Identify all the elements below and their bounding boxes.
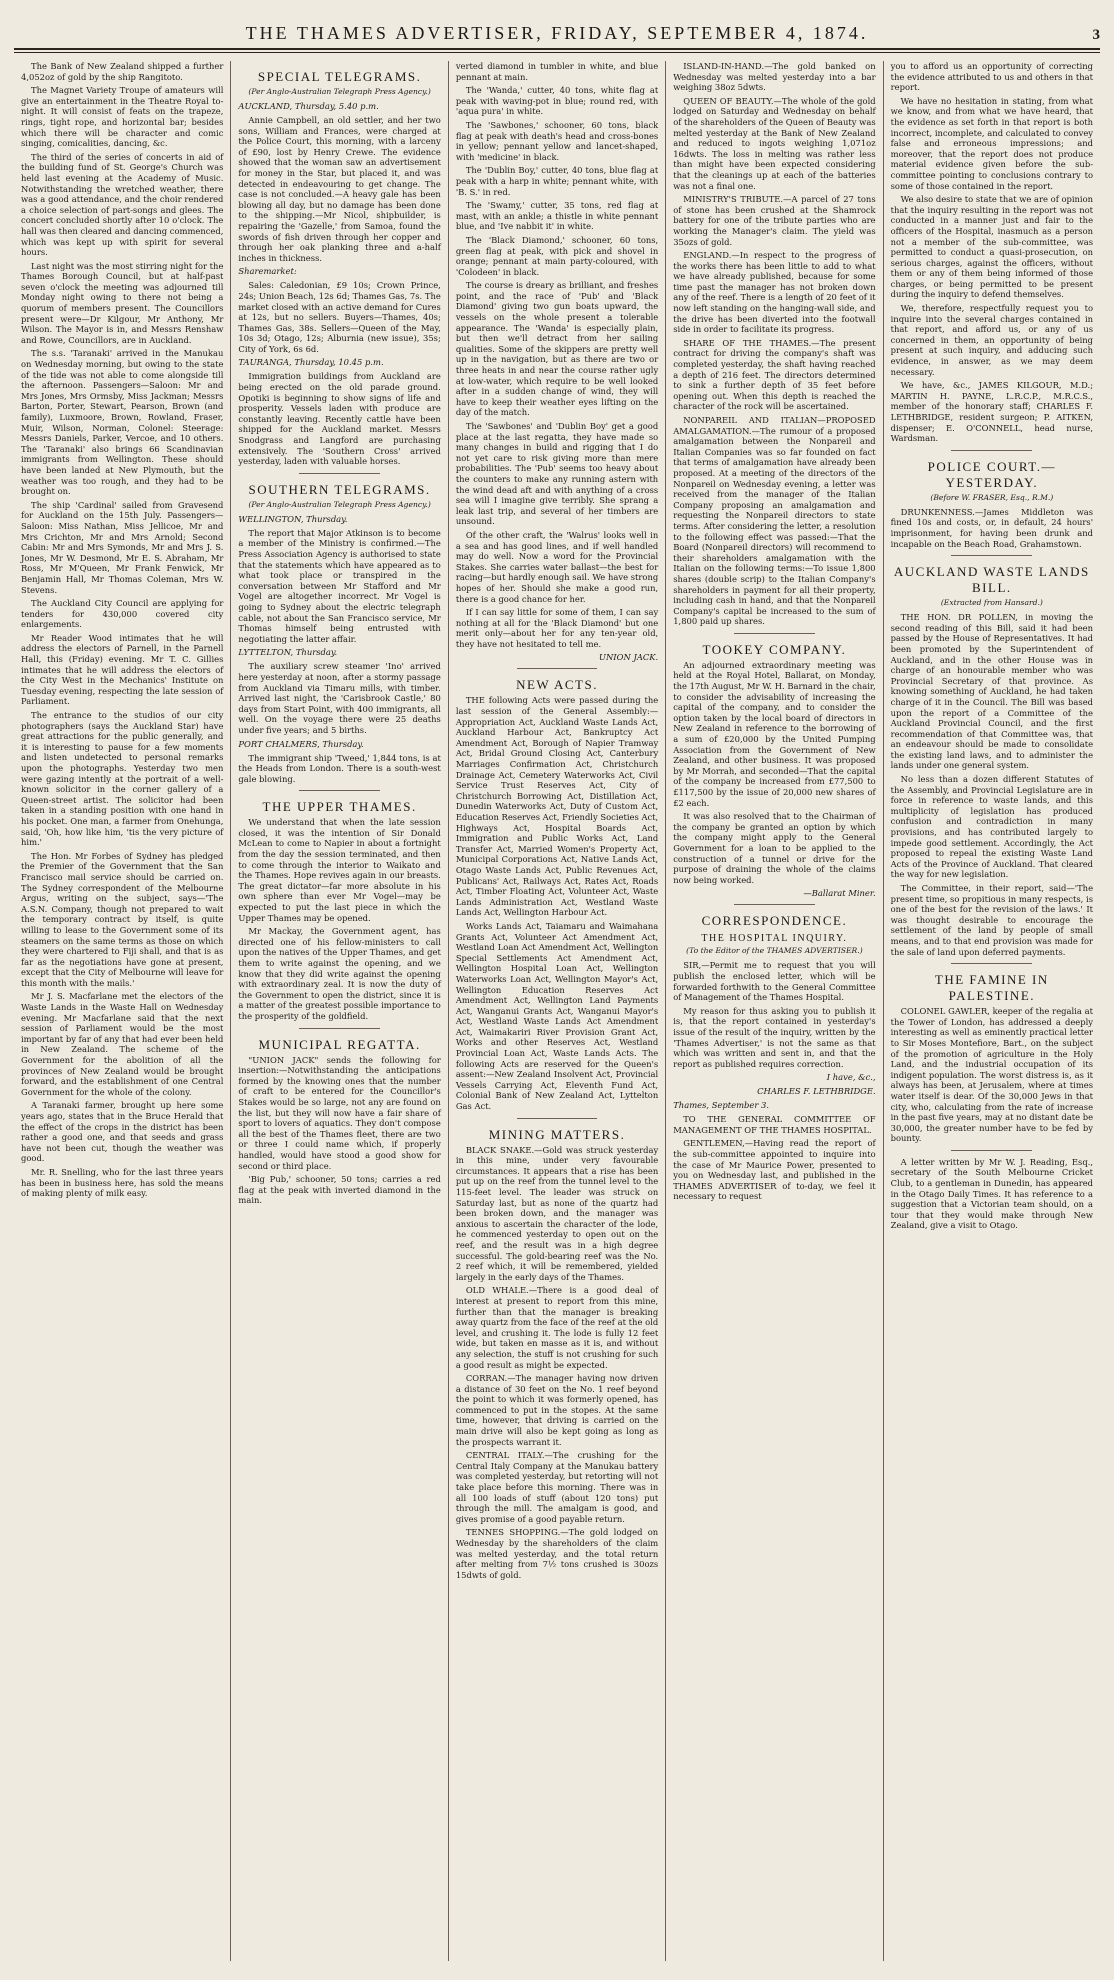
paragraph: GENTLEMEN,—Having read the report of the sub-committee appointed to inquire into the case of Mr Maurice Power, presented to you on Wednesday last, and published in the THAMES ADVERTISER of to-day, we feel it necessary to request xyxy=(673,1138,876,1202)
column-5 xyxy=(884,61,1100,1961)
paragraph: COLONEL GAWLER, keeper of the regalia at the Tower of London, has addressed a deeply interesting as well as eminently practical letter to Sir Moses Montefiore, Bart., on the subject of the promotion of agriculture in the Holy Land, and the industrial occupation of its indigent population. The worst distress is, as it always has been, at Jerusalem, where at times water itself is dear. Of the 30,000 Jews in that city, who, calculating from the rate of increase in the past five years, may at no distant date be 30,000, the greater number have to be fed by bounty. xyxy=(890,1006,1094,1144)
section-heading: THE FAMINE IN PALESTINE. xyxy=(934,972,1049,1004)
paragraph: The auxiliary screw steamer 'Ino' arrived here yesterday at noon, after a stormy passage from Auckland via Timaru mills, with timber. Arrived last night, the 'Carisbrook Castle,' 80 days from Start Point, with 400 immigrants, all well. On the voyage there were 25 deaths under five years; and 5 births. xyxy=(238,661,441,735)
section-heading: TOOKEY COMPANY. xyxy=(702,641,847,657)
newspaper-title: THE THAMES ADVERTISER, FRIDAY, SEPTEMBER 4, 1874. xyxy=(245,23,869,43)
section-heading: THE HOSPITAL INQUIRY. xyxy=(701,933,848,945)
paragraph: Last night was the most stirring night for the Thames Borough Council, but at half-past seven o'clock the meeting was adjourned till Monday night owing to there not being a quorum of members present. The Councillors present were—Dr Kilgour, Mr Anthony, Mr Wilson. The Mayor is in, and Messrs Renshaw and Rowe, Councillors, are in Auckland. xyxy=(21,260,224,345)
paragraph: QUEEN OF BEAUTY.—The whole of the gold lodged on Saturday and Wednesday on behalf of the shareholders of the Queen of Beauty was melted yesterday at the Bank of New Zealand and reduced to ingots weighing 1,071oz 16dwts. The loss in melting was rather less than might have been expected considering that the cleanings up at each of the batteries was not a final one. xyxy=(673,95,876,191)
signature: CHARLES F. LETHBRIDGE. xyxy=(757,1086,876,1097)
paragraph: SIR,—Permit me to request that you will publish the enclosed letter, which will be forwarded forthwith to the General Committee of Management of the Thames Hospital. xyxy=(673,960,876,1003)
paragraph: verted diamond in tumbler in white, and blue pennant at main. xyxy=(455,61,659,82)
section-heading: NEW ACTS. xyxy=(516,677,598,693)
paragraph: Mr. R. Snelling, who for the last three years has been in business here, has sold the means of making plenty of milk easy. xyxy=(21,1166,224,1199)
divider xyxy=(951,1150,1032,1151)
paragraph: NONPAREIL AND ITALIAN—PROPOSED AMALGAMATION.—The rumour of a proposed amalgamation between the Nonpareil and Italian Companies was so far founded on fact that terms of amalgamation have already been proposed. At a meeting of the directors of the Nonpareil on Wednesday evening, a letter was received from the manager of the Italian Company proposing an amalgamation and requesting the Nonpareil directors to state terms. After considering the letter, a resolution to the following effect was passed:—That the Board (Nonpareil directors) will recommend to their shareholders amalgamation with the Italian on the following terms:—To issue 1,800 shares (double scrip) to the Italian Company's shareholders in payment for all their property, including cash in hand, and that the Nonpareil Company's capital be increased to the sum of 1,800 paid up shares. xyxy=(673,415,876,627)
section-heading: POLICE COURT.—YESTERDAY. xyxy=(927,458,1056,490)
paragraph: We have, &c., JAMES KILGOUR, M.D.; MARTIN H. PAYNE, L.R.C.P., M.R.C.S., member of the honorary staff; CHARLES F. LETHBRIDGE, resident surgeon; P. AITKEN, dispenser; E. O'CONNELL, head nurse, Wardsman. xyxy=(890,380,1094,444)
section-subheading: (To the Editor of the THAMES ADVERTISER.) xyxy=(686,946,863,956)
section-heading: MINING MATTERS. xyxy=(488,1126,626,1142)
paragraph: We have no hesitation in stating, from what we know, and from what we have heard, that the evidence as set forth in that report is both incorrect, incomplete, and calculated to convey false and erroneous impressions; and moreover, that the report does not produce material evidence given before the sub-committee pointing to conclusions contrary to some of those contained in the report. xyxy=(890,95,1094,191)
paragraph: The 'Sawbones' and 'Dublin Boy' get a good place at the last regatta, they have made so many changes in build and rigging that I do not yet care to risk giving more than mere probabilities. The 'Pub' seems too heavy about the counters to make any running astern with the wind dead aft and with anything of a cross sea will I imagine give terribly. She sprang a leak last trip, and several of her timbers are unsound. xyxy=(455,421,659,527)
section-subheading: (Per Anglo-Australian Telegraph Press Agency.) xyxy=(248,87,431,96)
paragraph: DRUNKENNESS.—James Middleton was fined 10s and costs, or, in default, 24 hours' imprisonment, for having been drunk and incapable on the Beach Road, Grahamstown. xyxy=(890,506,1094,549)
paragraph: We, therefore, respectfully request you to inquire into the several charges contained in that report, and afford us, or any of us concerned in them, an opportunity of being present at such inquiry, and adducing such evidence, in answer, as we may deem necessary. xyxy=(890,303,1094,377)
divider xyxy=(951,450,1032,451)
paragraph: OLD WHALE.—There is a good deal of interest at present to report from this mine, further than that the manager is breaking away quartz from the face of the reef at the old level, and crushing it. The lode is fully 12 feet wide, but taken en masse as it is, and without any selection, the stuff is not crushing for such a good result as might be expected. xyxy=(455,1285,659,1370)
column-2 xyxy=(231,61,448,1961)
paragraph: The Hon. Mr Forbes of Sydney has pledged the Premier of the Government that the San Francisco mail service should be carried on. The Sydney correspondent of the Melbourne Argus, writing on the subject, says—'The A.S.N. Company, though not prepared to wait the temporary contract by itself, is quite willing to lease to the Government some of its steamers on the same terms as those on which they were chartered to Fiji shall, and that is as far as the negotiations have gone at present, except that the City of Melbourne will leave for this month with the mails.' xyxy=(21,850,224,988)
paragraph: The Committee, in their report, said—'The present time, so propitious in many respects, is one of the best for the revision of the laws.' It was thought desirable to encourage the settlement of the land by people of small means, and to that end provision was made for the sale of land upon deferred payments. xyxy=(890,883,1094,957)
paragraph: The Bank of New Zealand shipped a further 4,052oz of gold by the ship Rangitoto. xyxy=(21,61,224,82)
paragraph: "UNION JACK" sends the following for insertion:—Notwithstanding the anticipations formed by the knowing ones that the number of craft to be entered for the Councillor's Stakes would be so large, not any are found on the list, but they will now have a fair share of sport to lovers of aquatics. They don't compose all the best of the Thames fleet, there are two or three I could name which, if properly handled, would have stood a good show for second or third place. xyxy=(238,1054,441,1171)
paragraph: MINISTRY'S TRIBUTE.—A parcel of 27 tons of stone has been crushed at the Shamrock battery for one of the tribute parties who are working the Manager's claim. The yield was 35ozs of gold. xyxy=(673,194,876,247)
paragraph: ENGLAND.—In respect to the progress of the works there has been little to add to what we have already published, because for some time past the manager has not broken down any of the reef. There is a length of 20 feet of it now left standing on the hanging-wall side, and the drive has been diverted into the footwall side in order to facilitate its progress. xyxy=(673,250,876,335)
paragraph: The 'Swamy,' cutter, 35 tons, red flag at mast, with an ankle; a thistle in white pennant blue, and 'Ive nabbit it' in white. xyxy=(455,200,659,232)
dateline: Thames, September 3. xyxy=(673,1100,770,1111)
paragraph: Immigration buildings from Auckland are being erected on the old parade ground. Opotiki is beginning to show signs of life and prosperity. Vessels laden with produce are constantly leaving. Recently cattle have been shipped for the Auckland market. Messrs Snodgrass and Langford are purchasing extensively. The 'Southern Cross' arrived yesterday, laden with valuable horses. xyxy=(238,371,441,467)
paragraph: Mr Mackay, the Government agent, has directed one of his fellow-ministers to call upon the natives of the Upper Thames, and get them to write against the opening, and we know that they did write against the opening with extraordinary zeal. It is now the duty of the Government to open the district, since it is a matter of the greatest possible importance to the prosperity of the goldfield. xyxy=(238,926,441,1021)
paragraph: you to afford us an opportunity of correcting the evidence attributed to us and others in that report. xyxy=(890,61,1094,93)
divider xyxy=(517,668,598,669)
paragraph: BLACK SNAKE.—Gold was struck yesterday in this mine, under very favourable circumstances. It appears that a rise has been put up on the reef from the tunnel level to the 115-feet level. The leader was struck on Saturday last, but as none of the quartz had been broken down, and the manager was anxious to ascertain the character of the lode, he commenced yesterday to open out on the reef, and the result was in a high degree successful. The gold-bearing reef was the No. 2 reef which, it will be remembered, yielded largely in the early days of the Thames. xyxy=(455,1144,659,1282)
section-subheading: (Extracted from Hansard.) xyxy=(940,598,1043,608)
divider xyxy=(734,904,815,905)
paragraph: The 'Black Diamond,' schooner, 60 tons, green flag at peak, with pick and shovel in orange; pennant at main party-coloured, with 'Colodeen' in black. xyxy=(455,234,659,277)
paragraph: The 'Wanda,' cutter, 40 tons, white flag at peak with waving-pot in blue; round red, with 'aqua pura' in white. xyxy=(455,85,659,117)
section-heading: SPECIAL TELEGRAMS. xyxy=(257,69,422,84)
signature: —Ballarat Miner. xyxy=(803,888,876,899)
paragraph: SHARE OF THE THAMES.—The present contract for driving the company's shaft was completed yesterday, the shaft having reached a depth of 216 feet. The directors determined to sink a further depth of 35 feet before opening out. When this depth is reached the character of the rock will be ascertained. xyxy=(673,337,876,412)
dateline: Sharemarket: xyxy=(238,266,297,277)
paragraph: Sales: Caledonian, £9 10s; Crown Prince, 24s; Union Beach, 12s 6d; Thames Gas, 7s. The market closed with an active demand for Cures at 12s, but no sellers. Buyers—Thames, 40s; Thames Gas, 38s. Sellers—Queen of the May, 10s 3d; Otago, 12s; Alburnia (new issue), 35s; City of York, 6s 6d. xyxy=(238,280,441,354)
divider xyxy=(951,555,1032,556)
paragraph: Annie Campbell, an old settler, and her two sons, William and Frances, were charged at the Police Court, this morning, with a larceny of £90, lost by Henry Crewe. The evidence showed that the woman saw an advertisement for money in the Star, but placed it, and was detected in endeavouring to get change. The case is not concluded.—A heavy gale has been blowing all day, but no damage has been done to the shipping.—Mr Nicol, shipbuilder, is repairing the 'Gazelle,' from Samoa, found the swords of fish driven through her copper and through her oak planking three and a-half inches in thickness. xyxy=(238,115,441,263)
paragraph: No less than a dozen different Statutes of the Assembly, and Provincial Legislature are in force in reference to waste lands, and this multiplicity of legislation has produced confusion and contradiction in many provisions, and has contributed largely to impede good settlement. Accordingly, the Act proposed to repeal the existing Waste Land Acts of the Province of Auckland. That cleared the way for new legislation. xyxy=(890,774,1094,880)
paragraph: My reason for thus asking you to publish it is, that the report contained in yesterday's issue of the result of the inquiry, written by the 'Thames Advertiser,' is not the same as that which was written and sent in, and that the report as published requires correction. xyxy=(673,1005,876,1069)
paragraph: THE HON. DR POLLEN, in moving the second reading of this Bill, said it had been passed by the House of Representatives. It had been promoted by the Superintendent of Auckland, and in the other House was in charge of an honourable member who was Provincial Secretary of that province. As knowing something of Auckland, he had taken charge of it in the Council. The Bill was based upon the report of a Committee of the Auckland Provincial Council, and the first recommendation of that Committee was, that an endeavour should be made to consolidate the existing land laws, and to administer the lands under one general system. xyxy=(890,612,1094,771)
divider xyxy=(517,1118,598,1119)
column-4 xyxy=(666,61,883,1961)
section-heading: CORRESPONDENCE. xyxy=(701,913,848,929)
paragraph: Mr Reader Wood intimates that he will address the electors of Parnell, in the Parnell Hall, this (Friday) evening. Mr T. C. Gillies intimates that he will address the electors of the City West in the Mechanics' Institute on Tuesday evening, respecting the late session of Parliament. xyxy=(21,632,224,707)
dateline: PORT CHALMERS, Thursday. xyxy=(238,738,364,749)
divider xyxy=(951,963,1032,964)
paragraph: Mr J. S. Macfarlane met the electors of the Waste Lands in the Waste Hall on Wednesday evening. Mr Macfarlane said that the next session of Parliament would be the most important by far of any that had ever been held in New Zealand. The scheme of the Government for the abolition of all the provinces of New Zealand would be brought forward, and the establishment of one Central Government for the whole of the colony. xyxy=(21,991,224,1097)
paragraph: The Magnet Variety Troupe of amateurs will give an entertainment in the Theatre Royal to-night. It will consist of feats on the trapeze, rings, tight rope, and horizontal bar; besides which there will be character and comic singing, comicalities, dancing, &c. xyxy=(21,85,224,149)
section-subheading: (Per Anglo-Australian Telegraph Press Agency.) xyxy=(248,499,431,509)
paragraph: The immigrant ship 'Tweed,' 1,844 tons, is at the Heads from London. There is a south-west gale blowing. xyxy=(238,752,441,784)
paragraph: The 'Dublin Boy,' cutter, 40 tons, blue flag at peak with a harp in white; pennant white, with 'B. S.' in red. xyxy=(455,165,659,197)
masthead-rule xyxy=(14,52,1100,53)
paragraph: Of the other craft, the 'Walrus' looks well in a sea and has good lines, and if well handled may do well. Now a word for the Provincial Stakes. She carries water ballast—the best for racing—but hardly enough sail. We have strong hopes of her. Should she make a good run, there is a good chance for her. xyxy=(455,529,659,604)
paragraph: 'Big Pub,' schooner, 50 tons; carries a red flag at the peak with inverted diamond in the main. xyxy=(238,1174,441,1206)
paragraph: Works Lands Act, Taiamaru and Waimahana Grants Act, Volunteer Act Amendment Act, Westland Loan Act Amendment Act, Wellington Special Settlements Act Amendment Act, Wellington Hospital Loan Act, Wellington Waterworks Loan Act, Wellington Mayor's Act, Wellington Education Reserves Act Amendment Act, Wellington Land Payments Act, Wanganui Grants Act, Wanganui Mayor's Act, Westland Waste Lands Act Amendment Act, Waimakariri River Provision Grant Act, Works and other Reserves Act, Westland Provincial Loan Act, Waste Lands Acts. The following Acts are reserved for the Queen's assent:—New Zealand Insolvent Act, Provincial Vessels Carrying Act, Eleventh Fund Act, Colonial Bank of New Zealand Act, Lyttelton Gas Act. xyxy=(455,920,659,1112)
signature: I have, &c., xyxy=(826,1072,876,1083)
paragraph: The course is dreary as brilliant, and freshes point, and the race of 'Pub' and 'Black Diamond' giving two gun boats upward, the vessels on the whole present a tolerable appearance. The 'Wanda' is especially plain, but then we'll detract from her sailing qualities. Some of the skippers are pretty well up in the navigation, but as there are two or three heats in and near the course rather ugly at low-water, which require to be well looked after in a sudden change of wind, they will have to keep their weather eyes lifting on the day of the match. xyxy=(455,280,659,418)
paragraph: ISLAND-IN-HAND.—The gold banked on Wednesday was melted yesterday into a bar weighing 38oz 5dwts. xyxy=(673,61,876,93)
divider xyxy=(299,790,380,791)
paragraph: The third of the series of concerts in aid of the building fund of St. George's Church was held last evening at the Academy of Music. Notwithstanding the wretched weather, there was a good attendance, and the choir rendered a choice selection of part-songs and glees. The concert concluded shortly after 10 o'clock. The hall was then cleared and dancing commenced, which was kept up with spirit for several hours. xyxy=(21,151,224,258)
paragraph: TO THE GENERAL COMMITTEE OF MANAGEMENT OF THE THAMES HOSPITAL. xyxy=(673,1114,876,1135)
paragraph: TENNES SHOPPING.—The gold lodged on Wednesday by the shareholders of the claim was melted yesterday, and the total return after melting from 7½ tons crushed is 30ozs 15dwts of gold. xyxy=(455,1527,659,1580)
dateline: LYTTELTON, Thursday. xyxy=(238,647,338,658)
column-3 xyxy=(449,61,666,1961)
paragraph: CENTRAL ITALY.—The crushing for the Central Italy Company at the Manukau battery was completed yesterday, but retorting will not take place before this morning. There was in all 100 loads of stuff (about 120 tons) put through the mill. The amalgam is good, and gives promise of a good payable return. xyxy=(455,1450,659,1524)
dateline: TAURANGA, Thursday, 10.45 p.m. xyxy=(238,357,384,368)
paragraph: We also desire to state that we are of opinion that the inquiry resulting in the report was not conducted in a manner just and fair to the officers of the Hospital, inasmuch as a person not a member of the sub-committee, was permitted to conduct a quasi-prosecution, on serious charges, against the officers, without them or any of them being informed of those charges, or being permitted to be present during the inquiry to defend themselves. xyxy=(890,194,1094,300)
paragraph: The 'Sawbones,' schooner, 60 tons, black flag at peak with death's head and cross-bones in yellow; pennant yellow and lancet-shaped, with 'medicine' in black. xyxy=(455,119,659,162)
paragraph: THE following Acts were passed during the last session of the General Assembly:—Appropriation Act, Auckland Waste Lands Act, Auckland Harbour Act, Bankruptcy Act Amendment Act, Borough of Napier Tramway Act, Bridal Ground Closing Act, Canterbury Marriages Confirmation Act, Christchurch Drainage Act, Cemetery Waterworks Act, Civil Service Trust Reserves Act, City of Christchurch Borrowing Act, Distillation Act, Dunedin Waterworks Act, Duty of Custom Act, Education Reserves Act, Friendly Societies Act, Highways Act, Hospital Boards Act, Immigration and Public Works Act, Land Transfer Act, Married Women's Property Act, Municipal Corporations Act, Native Lands Act, Otago Waste Lands Act, Public Revenues Act, Publicans' Act, Railways Act, Rates Act, Roads Act, Timber Floating Act, Volunteer Act, Waste Lands Administration Act, Westland Waste Lands Act, Wellington Harbour Act. xyxy=(455,695,659,918)
dateline: WELLINGTON, Thursday. xyxy=(238,513,348,524)
paragraph: We understand that when the late session closed, it was the intention of Sir Donald McLean to come to Napier in about a fortnight from the day the session terminated, and then to come through the interior to Waikato and the Thames. Hope revives again in our breasts. The great dictator—far more absolute in his own sphere than ever Mr Vogel—may be expected to put the last piece in which the Upper Thames may be opened. xyxy=(238,817,441,923)
paragraph: The entrance to the studios of our city photographers (says the Auckland Star) have great attractions for the public generally, and it is interesting to pause for a few moments and listen undetected to personal remarks upon the photographs. Yesterday two men were gazing intently at the portrait of a well-known solicitor in the corner gallery of a Queen-street artist. The solicitor had been taken in a standing position with one hand in his pocket. One man, a farmer from Onehunga, said, 'Oh, how like him, 'tis the very picture of him.' xyxy=(21,710,224,848)
section-heading: THE UPPER THAMES. xyxy=(262,799,417,815)
paragraph: It was also resolved that to the Chairman of the company be granted an option by which the company might apply to the General Government for a loan to be applied to the construction of a tunnel or drive for the purpose of draining the whole of the claims now being worked. xyxy=(673,811,876,885)
paragraph: The report that Major Atkinson is to become a member of the Ministry is confirmed.—The Press Association Agency is authorised to state that the statements which have appeared as to what took place or transpired in the conversation between Mr Stafford and Mr Vogel are altogether incorrect. Mr Vogel is going to Sydney about the electric telegraph cable, not about the San Francisco service, Mr Thomas himself being entrusted with negotiating the latter affair. xyxy=(238,527,441,644)
divider xyxy=(299,473,380,474)
dateline: AUCKLAND, Thursday, 5.40 p.m. xyxy=(238,101,379,111)
column-1 xyxy=(14,61,231,1961)
paragraph: If I can say little for some of them, I can say nothing at all for the 'Black Diamond' but one merit only—about her for any ten-year old, they have not hesitated to tell me. xyxy=(455,607,659,649)
divider xyxy=(299,1028,380,1029)
divider xyxy=(734,633,815,634)
paragraph: CORRAN.—The manager having now driven a distance of 30 feet on the No. 1 reef beyond the point to which it was formerly opened, has commenced to put in the stopes. At the same time, however, that driving is carried on the main drive will also be kept going as long as the prospects warrant it. xyxy=(455,1373,659,1447)
paragraph: The ship 'Cardinal' sailed from Gravesend for Auckland on the 15th July. Passengers—Saloon: Miss Nathan, Miss Jellicoe, Mr and Mrs Crichton, Mr and Mrs Arnold; Second Cabin: Mr and Mrs Symonds, Mr and Mrs J. S. Jones, Mr W. Desmond, Mr E. S. Abraham, Mr Ross, Mr M'Queen, Mr Frank Fenwick, Mr Benjamin Hall, Mr Thomas Coleman, Mrs W. Stevens. xyxy=(21,499,224,595)
section-subheading: (Before W. FRASER, Esq., R.M.) xyxy=(930,492,1054,502)
signature: UNION JACK. xyxy=(598,652,659,663)
paragraph: An adjourned extraordinary meeting was held at the Royal Hotel, Ballarat, on Monday, the 17th August, Mr W. H. Barnard in the chair, to consider the advisability of increasing the capital of the company, and to consider the option taken by the local board of directors in New Zealand in reference to the borrowing of a sum of £20,000 by the United Pumping Association from the Government of New Zealand, and other business. It was proposed by Mr Morrah, and seconded—That the capital of the company be increased from £77,500 to £117,500 by the issue of 20,000 new shares of £2 each. xyxy=(673,659,876,808)
section-heading: MUNICIPAL REGATTA. xyxy=(258,1036,421,1052)
page-number: 3 xyxy=(1092,27,1100,43)
paragraph: The Auckland City Council are applying for tenders for 430,000 covered city enlargements. xyxy=(21,598,224,630)
section-heading: SOUTHERN TELEGRAMS. xyxy=(248,481,431,497)
paragraph: A Taranaki farmer, brought up here some years ago, states that in the Bruce Herald that the effect of the crops in the district has been rather a good one, and that seeds and grass have not been cut, though the weather was good. xyxy=(21,1100,224,1164)
masthead xyxy=(14,18,1100,50)
paragraph: A letter written by Mr W. J. Reading, Esq., secretary of the South Melbourne Cricket Club, to a gentleman in Dunedin, has appeared in the Otago Daily Times. It has reference to a suggestion that a Victorian team should, on a tour that they would make through New Zealand, give a visit to Otago. xyxy=(890,1156,1094,1231)
paragraph: The s.s. 'Taranaki' arrived in the Manukau on Wednesday morning, but owing to the state of the tide was not able to come alongside till the afternoon. Passengers—Saloon: Mr and Mrs Jones, Mrs Ormsby, Miss Jackman; Messrs Barton, Porter, Stewart, Pearson, Brown (and family), Luxmoore, Brown, Rowland, Fraser, Muir, Wilson, Norman, Colonel: Steerage: Messrs Daniels, Parker, Vercoe, and 10 others. The 'Taranaki' also brings 66 Scandinavian immigrants from Wellington. These should have been landed at New Plymouth, but the weather was too rough, and they had to be brought on. xyxy=(21,348,224,497)
section-heading: AUCKLAND WASTE LANDS BILL. xyxy=(893,564,1090,596)
columns xyxy=(14,61,1100,1961)
